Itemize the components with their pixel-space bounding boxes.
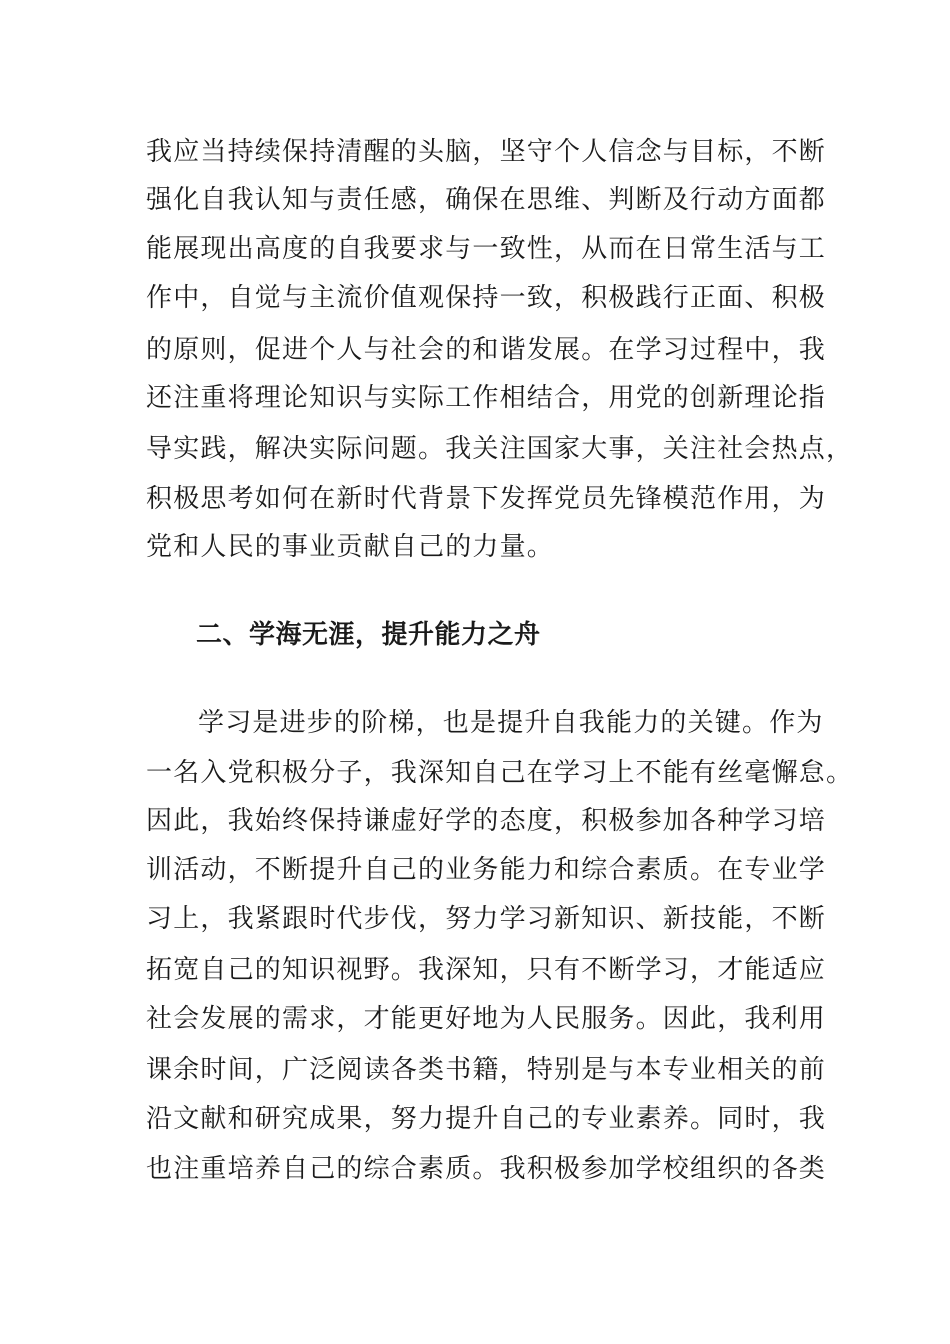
text-line: 习上，我紧跟时代步伐，努力学习新知识、新技能，不断 — [146, 904, 827, 934]
text-line: 一名入党积极分子，我深知自己在学习上不能有丝毫懈怠。 — [146, 758, 854, 788]
text-line: 训活动，不断提升自己的业务能力和综合素质。在专业学 — [146, 855, 827, 885]
section-heading: 二、学海无涯，提升能力之舟 — [196, 620, 541, 650]
text-line: 导实践，解决实际问题。我关注国家大事，关注社会热点， — [146, 434, 854, 464]
text-line: 社会发展的需求，才能更好地为人民服务。因此，我利用 — [146, 1004, 827, 1034]
text-line: 能展现出高度的自我要求与一致性，从而在日常生活与工 — [146, 234, 827, 264]
text-line: 我应当持续保持清醒的头脑，坚守个人信念与目标，不断 — [146, 137, 827, 167]
text-line: 还注重将理论知识与实际工作相结合，用党的创新理论指 — [146, 383, 827, 413]
text-line: 强化自我认知与责任感，确保在思维、判断及行动方面都 — [146, 185, 827, 215]
text-line: 作中，自觉与主流价值观保持一致，积极践行正面、积极 — [146, 283, 827, 313]
text-line: 的原则，促进个人与社会的和谐发展。在学习过程中，我 — [146, 335, 827, 365]
text-line: 沿文献和研究成果，努力提升自己的专业素养。同时，我 — [146, 1104, 827, 1134]
text-line: 党和人民的事业贡献自己的力量。 — [146, 532, 555, 562]
text-line: 学习是进步的阶梯，也是提升自我能力的关键。作为 — [198, 708, 824, 738]
text-line: 因此，我始终保持谦虚好学的态度，积极参加各种学习培 — [146, 806, 827, 836]
text-line: 积极思考如何在新时代背景下发挥党员先锋模范作用，为 — [146, 484, 827, 514]
text-line: 也注重培养自己的综合素质。我积极参加学校组织的各类 — [146, 1154, 827, 1184]
text-line: 拓宽自己的知识视野。我深知，只有不断学习，才能适应 — [146, 955, 827, 985]
text-line: 课余时间，广泛阅读各类书籍，特别是与本专业相关的前 — [146, 1055, 827, 1085]
